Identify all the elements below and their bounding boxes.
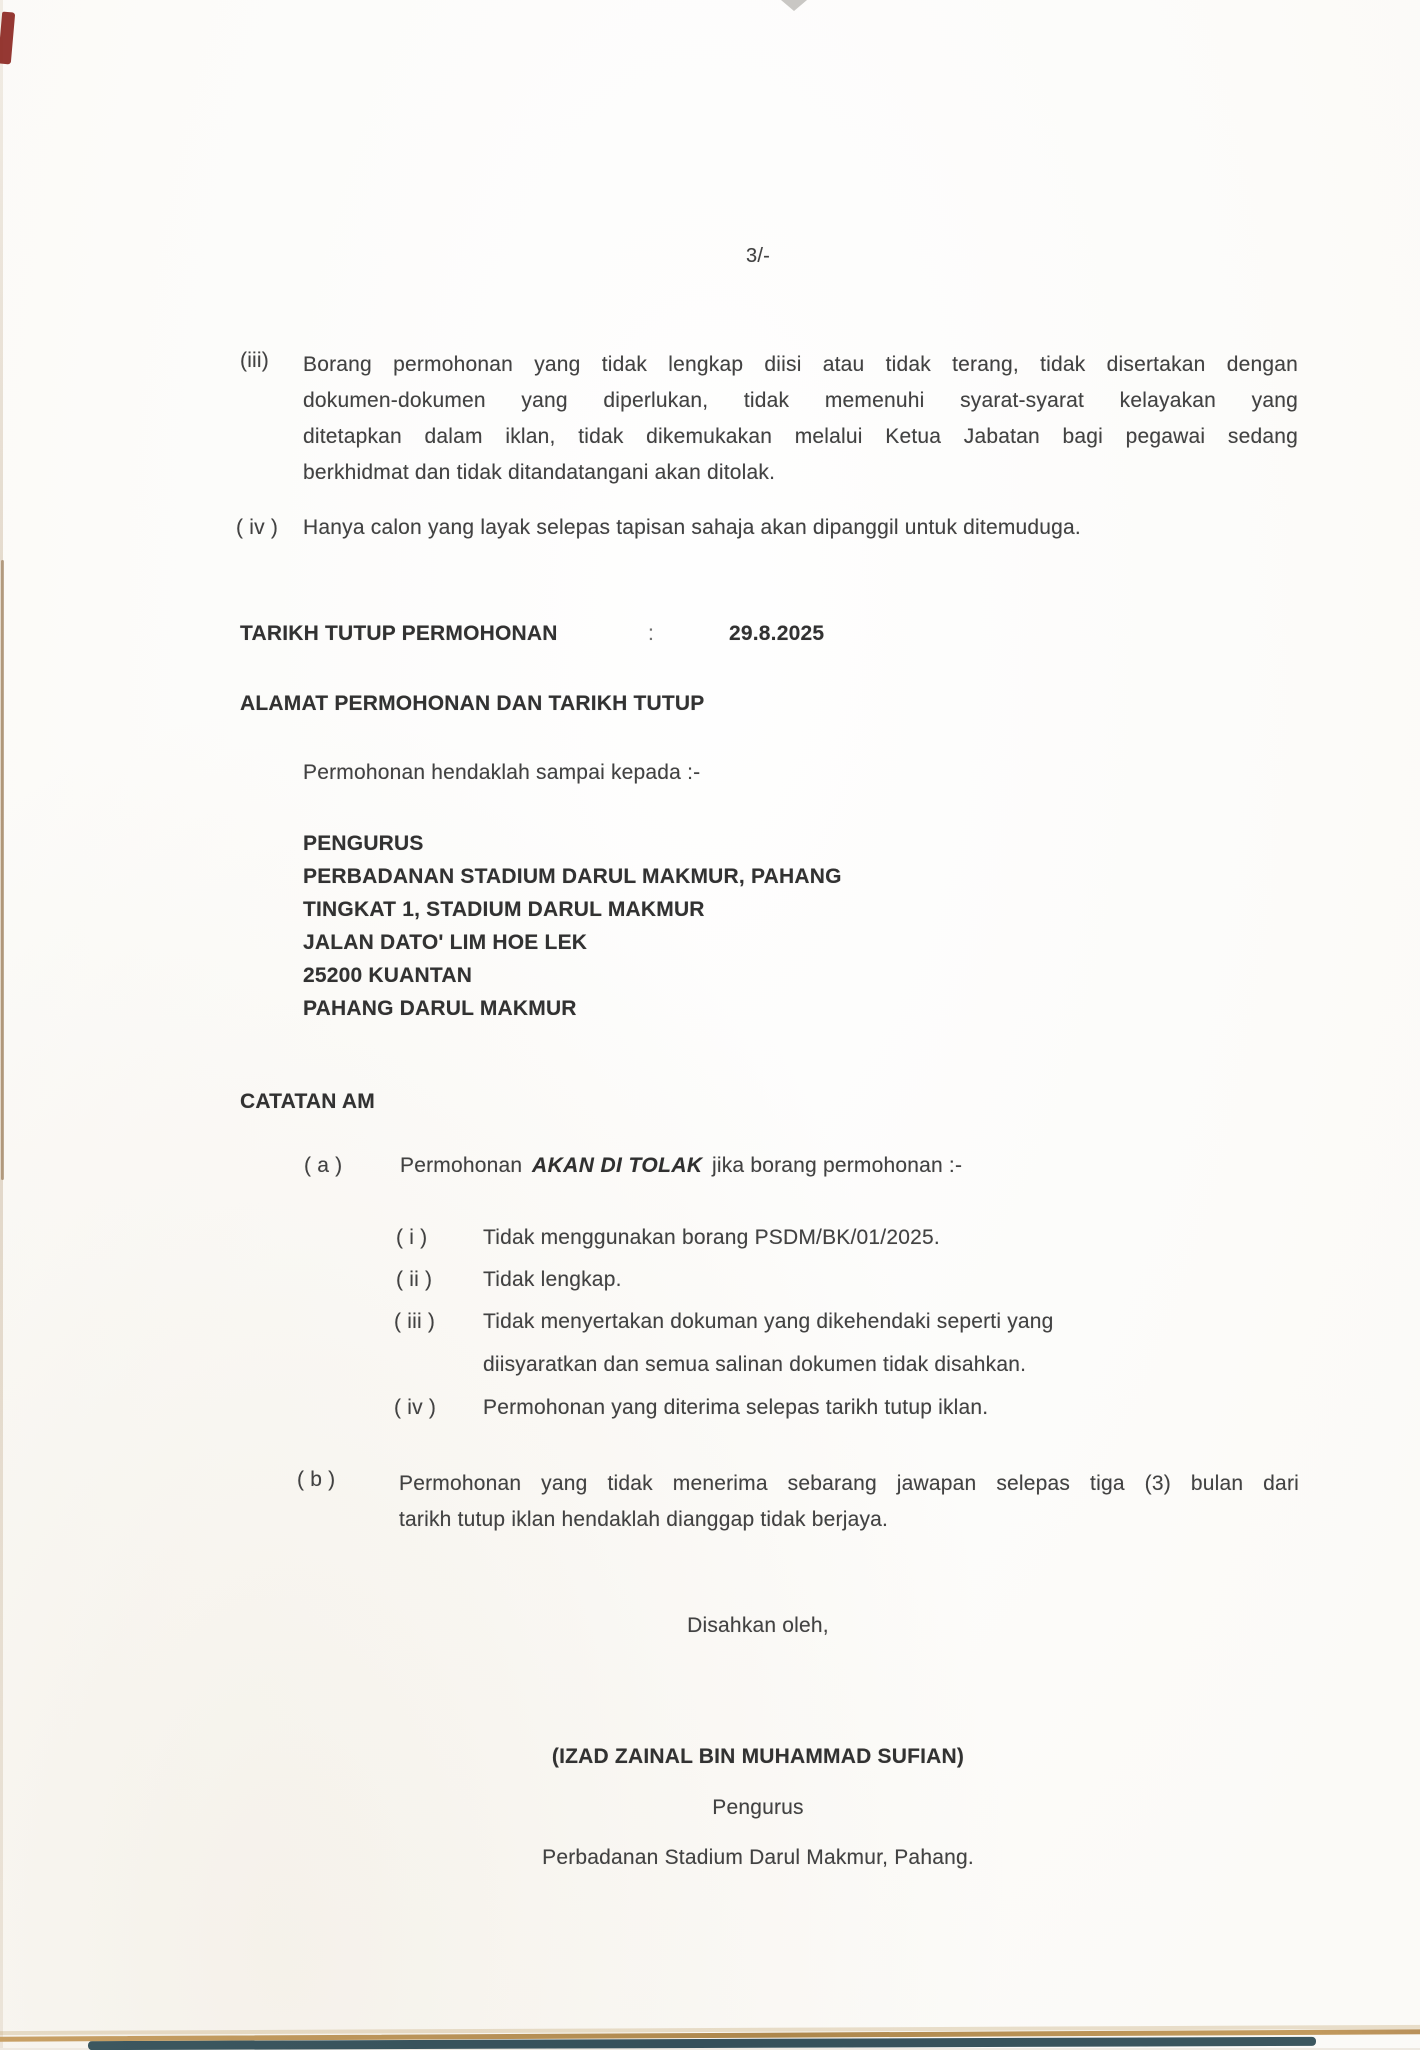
address-line: PERBADANAN STADIUM DARUL MAKMUR, PAHANG	[303, 865, 842, 888]
general-notes-heading: CATATAN AM	[240, 1090, 375, 1113]
sub-item-i-text: Tidak menggunakan borang PSDM/BK/01/2025.	[483, 1226, 940, 1249]
note-a-text-after: jika borang permohonan :-	[712, 1154, 963, 1177]
note-a-text-before: Permohonan	[400, 1154, 523, 1177]
address-block	[303, 827, 842, 1025]
sub-item-iv-label: ( iv )	[394, 1396, 437, 1419]
note-b-line: tarikh tutup iklan hendaklah dianggap tidak berjaya.	[399, 1508, 889, 1531]
item-iii-line: ditetapkan dalam iklan, tidak dikemukakan melalui Ketua Jabatan bagi pegawai sedang	[303, 425, 1298, 448]
red-corner-mark	[0, 12, 15, 65]
sub-item-iv-text: Permohonan yang diterima selepas tarikh tutup iklan.	[483, 1396, 989, 1419]
signatory-name: (IZAD ZAINAL BIN MUHAMMAD SUFIAN)	[551, 1745, 965, 1768]
note-a-emphasis: AKAN DI TOLAK	[532, 1154, 703, 1177]
closing-date-colon: :	[648, 622, 655, 645]
address-line: PENGURUS	[303, 832, 424, 855]
note-a-row	[0, 1152, 1420, 1182]
address-line: PAHANG DARUL MAKMUR	[303, 997, 577, 1020]
page-number: 3/-	[746, 245, 770, 267]
closing-date-label: TARIKH TUTUP PERMOHONAN	[240, 622, 558, 645]
note-b-line: Permohonan yang tidak menerima sebarang jawapan selepas tiga (3) bulan dari	[399, 1472, 1299, 1495]
item-iii-paragraph	[303, 347, 1298, 491]
sub-item-iii-text: Tidak menyertakan dokuman yang dikehendaki seperti yang	[483, 1310, 1054, 1333]
address-line: 25200 KUANTAN	[303, 964, 473, 987]
certified-by-text: Disahkan oleh,	[687, 1614, 829, 1637]
paper-left-edge-crease	[1, 560, 4, 1180]
sub-item-i-label: ( i )	[396, 1226, 428, 1249]
item-iii-line: Borang permohonan yang tidak lengkap diisi atau tidak terang, tidak disertakan dengan	[303, 353, 1298, 376]
item-iv-text: Hanya calon yang layak selepas tapisan sahaja akan dipanggil untuk ditemuduga.	[303, 516, 1081, 539]
sub-item-ii-label: ( ii )	[396, 1268, 433, 1291]
closing-date-value: 29.8.2025	[729, 622, 825, 645]
note-a-label: ( a )	[304, 1154, 343, 1177]
item-iii-label: (iii)	[240, 349, 269, 372]
address-line: TINGKAT 1, STADIUM DARUL MAKMUR	[303, 898, 705, 921]
sub-item-iii-text-continued: diisyaratkan dan semua salinan dokumen tidak disahkan.	[483, 1353, 1027, 1376]
signatory-title: Pengurus	[712, 1796, 804, 1819]
item-iii-line: dokumen-dokumen yang diperlukan, tidak memenuhi syarat-syarat kelayakan yang	[303, 389, 1298, 412]
sub-item-iii-label: ( iii )	[394, 1310, 436, 1333]
note-b-paragraph	[399, 1466, 1299, 1538]
item-iv-label: ( iv )	[236, 516, 279, 539]
address-section-heading: ALAMAT PERMOHONAN DAN TARIKH TUTUP	[240, 692, 705, 715]
closing-date-row	[0, 620, 1420, 650]
address-line: JALAN DATO' LIM HOE LEK	[303, 931, 588, 954]
item-iii-line: berkhidmat dan tidak ditandatangani akan ditolak.	[303, 461, 776, 484]
top-edge-notch	[781, 0, 807, 11]
signatory-organization: Perbadanan Stadium Darul Makmur, Pahang.	[542, 1846, 974, 1869]
signature-block	[98, 1612, 1418, 1871]
sub-item-ii-text: Tidak lengkap.	[483, 1268, 622, 1291]
address-intro: Permohonan hendaklah sampai kepada :-	[303, 761, 701, 784]
note-b-label: ( b )	[297, 1468, 336, 1491]
